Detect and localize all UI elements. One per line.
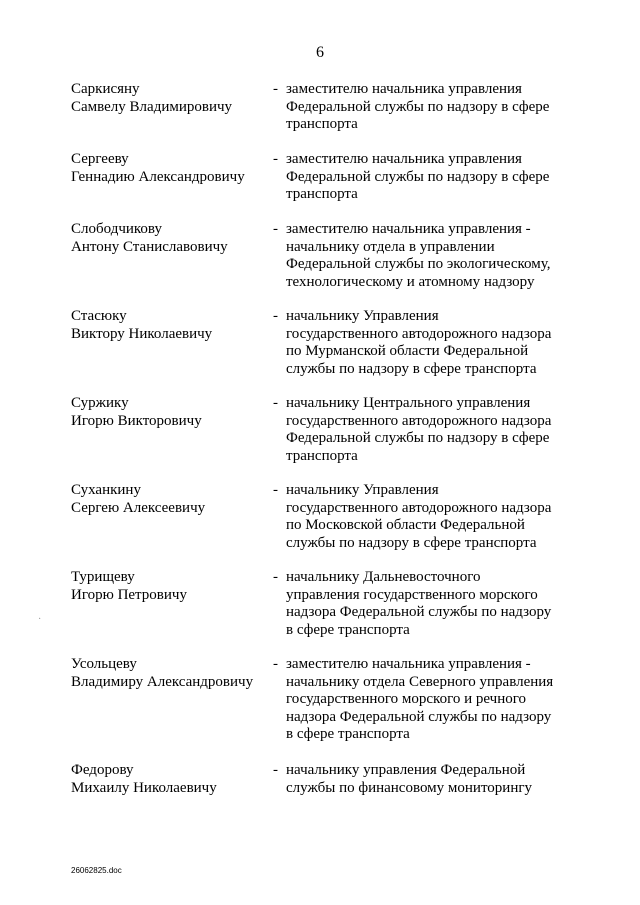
position-line: начальнику Управления [286,482,439,498]
first-patronymic: Геннадию Александровичу [71,168,245,185]
surname: Слободчикову [71,221,162,237]
document-filename: 26062825.doc [71,866,122,875]
separator-dash: - [273,656,278,672]
position-line: государственного автодорожного надзора [286,325,552,342]
position-line: заместителю начальника управления [286,81,522,97]
first-patronymic: Антону Станиславовичу [71,238,228,255]
person-name [71,81,261,116]
first-patronymic: Михаилу Николаевичу [71,779,217,796]
position-line: управления государственного морского [286,586,538,603]
position-title [286,81,576,134]
position-line: технологическому и атомному надзору [286,273,535,290]
position-line: начальнику управления Федеральной [286,762,526,778]
position-line: Федеральной службы по экологическому, [286,256,551,272]
position-title [286,656,576,744]
position-line: Федеральной службы по надзору в сфере [286,168,550,185]
position-title [286,308,576,378]
position-line: транспорта [286,186,358,202]
position-line: начальнику отдела Северного управления [286,673,554,690]
position-title [286,569,576,639]
position-line: заместителю начальника управления [286,151,522,167]
first-patronymic: Виктору Николаевичу [71,325,213,342]
separator-dash: - [273,482,278,498]
position-line: государственного автодорожного надзора [286,499,552,516]
position-line: службы по финансовому мониторингу [286,779,533,796]
surname: Суржику [71,395,129,411]
position-line: транспорта [286,116,358,132]
position-line: Федеральной службы по надзору в сфере [286,98,550,115]
person-name [71,656,261,691]
person-name [71,482,261,517]
position-title [286,762,576,797]
surname: Усольцеву [71,656,137,672]
position-line: начальнику Управления [286,308,439,324]
separator-dash: - [273,151,278,167]
page-number: 6 [316,44,324,61]
person-name [71,308,261,343]
position-title [286,482,576,552]
position-line: надзора Федеральной службы по надзору [286,604,552,620]
position-line: по Московской области Федеральной [286,517,525,533]
first-patronymic: Игорю Викторовичу [71,412,202,429]
separator-dash: - [273,395,278,411]
separator-dash: - [273,569,278,585]
position-title [286,395,576,465]
position-line: надзора Федеральной службы по надзору [286,708,552,725]
position-line: службы по надзору в сфере транспорта [286,360,537,377]
position-line: в сфере транспорта [286,726,410,742]
separator-dash: - [273,221,278,237]
separator-dash: - [273,308,278,324]
position-line: государственного автодорожного надзора [286,412,552,429]
position-line: Федеральной службы по надзору в сфере [286,430,550,446]
position-line: транспорта [286,447,358,464]
position-line: начальнику Центрального управления [286,395,531,411]
surname: Турищеву [71,569,135,585]
surname: Саркисяну [71,81,140,97]
position-line: начальнику Дальневосточного [286,569,481,585]
surname: Сергееву [71,151,129,167]
position-line: заместителю начальника управления - [286,221,531,237]
position-line: государственного морского и речного [286,691,527,707]
first-patronymic: Сергею Алексеевичу [71,499,206,516]
separator-dash: - [273,762,278,778]
first-patronymic: Самвелу Владимировичу [71,98,233,115]
first-patronymic: Владимиру Александровичу [71,673,254,690]
position-line: по Мурманской области Федеральной [286,343,529,359]
position-line: начальнику отдела в управлении [286,238,495,255]
surname: Стасюку [71,308,127,324]
margin-mark: · [38,614,42,625]
position-line: заместителю начальника управления - [286,656,531,672]
position-line: службы по надзору в сфере транспорта [286,534,537,551]
person-name [71,151,261,186]
position-line: в сфере транспорта [286,621,410,638]
person-name [71,762,261,797]
separator-dash: - [273,81,278,97]
person-name [71,569,261,604]
person-name [71,221,261,256]
person-name [71,395,261,430]
position-title [286,221,576,291]
surname: Федорову [71,762,134,778]
surname: Суханкину [71,482,141,498]
first-patronymic: Игорю Петровичу [71,586,187,603]
position-title [286,151,576,204]
